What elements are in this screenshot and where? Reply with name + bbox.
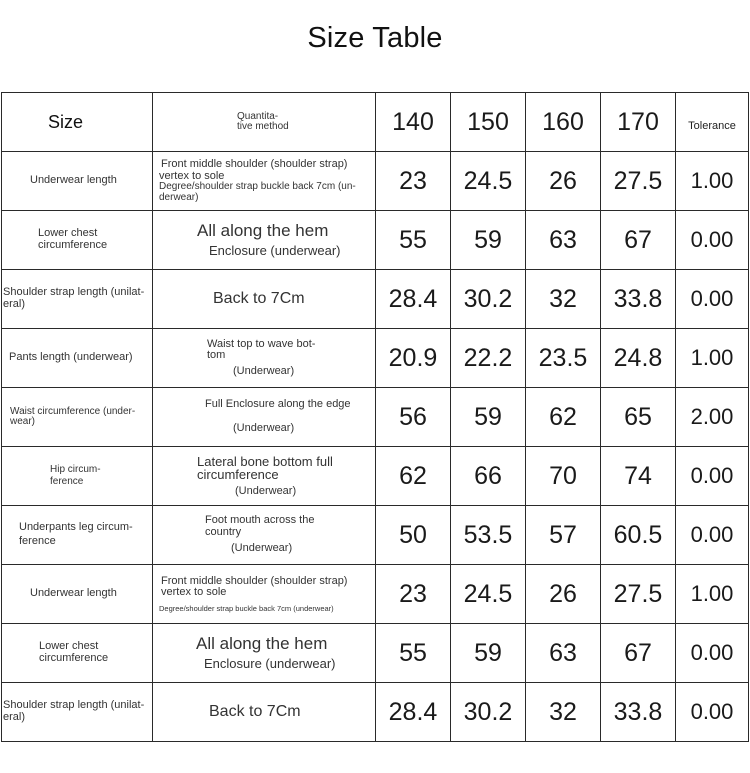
header-size-label: Size — [48, 111, 84, 132]
row-name-cell — [2, 565, 153, 624]
row-name-line: Shoulder strap length (unilat- — [3, 699, 145, 712]
table-header-row — [2, 93, 749, 152]
value-150: 24.5 — [451, 565, 526, 624]
value-170: 60.5 — [601, 506, 676, 565]
row-method-line: derwear) — [159, 191, 199, 203]
value-140: 20.9 — [376, 329, 451, 388]
row-method-line: (Underwear) — [235, 484, 297, 497]
row-name — [2, 700, 152, 723]
value-170: 27.5 — [601, 152, 676, 211]
value-150: 53.5 — [451, 506, 526, 565]
table-row — [2, 447, 749, 506]
row-name-line: Underpants leg circum- — [19, 521, 133, 534]
row-name-cell — [2, 506, 153, 565]
row-name-line: wear) — [10, 416, 36, 427]
row-name-line: Underwear length — [30, 587, 117, 600]
table-row — [2, 388, 749, 447]
table-row — [2, 270, 749, 329]
header-tolerance-label: Tolerance — [688, 120, 736, 132]
row-method-line: tom — [207, 349, 226, 362]
row-name — [2, 175, 152, 187]
tolerance-value: 0.00 — [676, 447, 749, 506]
table-row — [2, 152, 749, 211]
row-method — [153, 455, 375, 498]
value-150: 66 — [451, 447, 526, 506]
row-name-line: Underwear length — [30, 174, 117, 187]
row-method-line: Front middle shoulder (shoulder strap) — [161, 574, 348, 587]
row-method-line: All along the hem — [196, 634, 328, 654]
tolerance-value: 2.00 — [676, 388, 749, 447]
row-name-cell — [2, 683, 153, 742]
header-method-label — [153, 112, 375, 133]
row-name-line: Pants length (underwear) — [9, 351, 133, 364]
tolerance-value: 1.00 — [676, 565, 749, 624]
value-150: 30.2 — [451, 270, 526, 329]
row-name-line: circumference — [38, 239, 108, 251]
row-name — [2, 641, 152, 664]
table-row — [2, 211, 749, 270]
value-150: 24.5 — [451, 152, 526, 211]
header-method-line-1: Quantita- — [237, 110, 279, 122]
table-row — [2, 565, 749, 624]
row-name-cell — [2, 447, 153, 506]
value-160: 70 — [526, 447, 601, 506]
header-method-cell — [153, 93, 376, 152]
value-150: 30.2 — [451, 683, 526, 742]
tolerance-value: 1.00 — [676, 329, 749, 388]
value-140: 56 — [376, 388, 451, 447]
row-method-line: Degree/shoulder strap buckle back 7cm (un- — [159, 181, 356, 193]
row-name — [2, 465, 152, 488]
row-method — [153, 576, 375, 613]
row-method-cell — [153, 447, 376, 506]
value-150: 22.2 — [451, 329, 526, 388]
header-tolerance-cell — [676, 93, 749, 152]
value-160: 23.5 — [526, 329, 601, 388]
row-name — [2, 407, 152, 428]
header-method-line-2: tive method — [237, 121, 289, 132]
value-140: 50 — [376, 506, 451, 565]
row-method-cell — [153, 565, 376, 624]
value-170: 24.8 — [601, 329, 676, 388]
row-method-line: Waist top to wave bot- — [207, 337, 316, 350]
row-name-line: Lower chest — [38, 227, 98, 240]
header-size-150: 150 — [451, 93, 526, 152]
value-170: 65 — [601, 388, 676, 447]
row-method-line: country — [205, 525, 242, 538]
row-method-cell — [153, 624, 376, 683]
value-170: 27.5 — [601, 565, 676, 624]
value-160: 63 — [526, 624, 601, 683]
row-name-cell — [2, 270, 153, 329]
row-method-cell — [153, 270, 376, 329]
row-method — [153, 515, 375, 555]
tolerance-value: 0.00 — [676, 506, 749, 565]
row-name-line: Hip circum- — [50, 463, 101, 475]
table-row — [2, 624, 749, 683]
tolerance-value: 0.00 — [676, 270, 749, 329]
value-170: 33.8 — [601, 270, 676, 329]
row-name-line: Waist circumference (under- — [10, 405, 136, 417]
row-method-line: Back to 7Cm — [209, 702, 301, 720]
row-method — [153, 222, 375, 257]
row-name-cell — [2, 388, 153, 447]
row-method-line: Degree/shoulder strap buckle back 7cm (underwear) — [159, 603, 334, 613]
tolerance-value: 0.00 — [676, 211, 749, 270]
row-method — [153, 635, 375, 670]
value-150: 59 — [451, 388, 526, 447]
row-method-line: circumference — [197, 467, 279, 483]
value-140: 28.4 — [376, 683, 451, 742]
row-name-line: eral) — [3, 298, 26, 310]
size-table — [1, 92, 749, 742]
row-method-line: vertex to sole — [159, 169, 225, 182]
row-name — [2, 588, 152, 600]
row-method-line: Full Enclosure along the edge — [205, 398, 351, 411]
tolerance-value: 0.00 — [676, 624, 749, 683]
value-160: 26 — [526, 152, 601, 211]
row-method — [153, 339, 375, 378]
header-size-140: 140 — [376, 93, 451, 152]
row-method-cell — [153, 152, 376, 211]
row-method-line: Front middle shoulder (shoulder strap) — [161, 157, 348, 170]
row-name-line: Shoulder strap length (unilat- — [3, 286, 145, 299]
row-method — [153, 399, 375, 434]
table-row — [2, 683, 749, 742]
header-size-160: 160 — [526, 93, 601, 152]
row-name-line: circumference — [39, 652, 109, 664]
value-140: 28.4 — [376, 270, 451, 329]
value-170: 74 — [601, 447, 676, 506]
row-method-line: Enclosure (underwear) — [204, 656, 336, 672]
row-name — [2, 522, 152, 547]
row-method-cell — [153, 388, 376, 447]
row-method — [153, 704, 375, 721]
value-160: 26 — [526, 565, 601, 624]
row-name — [2, 287, 152, 310]
row-method-line: vertex to sole — [161, 586, 227, 599]
row-name-cell — [2, 211, 153, 270]
value-150: 59 — [451, 624, 526, 683]
value-170: 33.8 — [601, 683, 676, 742]
row-method-line: Back to 7Cm — [213, 289, 305, 307]
page-title: Size Table — [307, 22, 443, 54]
value-140: 55 — [376, 211, 451, 270]
row-method-cell — [153, 329, 376, 388]
value-160: 62 — [526, 388, 601, 447]
value-140: 62 — [376, 447, 451, 506]
value-160: 63 — [526, 211, 601, 270]
row-name-line: ference — [19, 535, 56, 547]
value-140: 23 — [376, 565, 451, 624]
row-method-line: (Underwear) — [233, 422, 295, 434]
row-method — [153, 159, 375, 203]
header-size-cell — [2, 93, 153, 152]
value-170: 67 — [601, 211, 676, 270]
row-name-line: ference — [50, 476, 84, 487]
row-method-line: (Underwear) — [231, 542, 293, 555]
row-name — [2, 228, 152, 251]
row-method-cell — [153, 683, 376, 742]
row-method-line: Enclosure (underwear) — [209, 243, 341, 259]
row-method-line: Foot mouth across the — [205, 514, 315, 527]
row-name-cell — [2, 329, 153, 388]
row-method-cell — [153, 211, 376, 270]
row-name-cell — [2, 152, 153, 211]
value-160: 57 — [526, 506, 601, 565]
value-140: 55 — [376, 624, 451, 683]
row-method-line: Lateral bone bottom full — [197, 453, 333, 469]
value-160: 32 — [526, 683, 601, 742]
tolerance-value: 1.00 — [676, 152, 749, 211]
row-name-cell — [2, 624, 153, 683]
value-160: 32 — [526, 270, 601, 329]
row-method-line: (Underwear) — [233, 364, 295, 377]
value-170: 67 — [601, 624, 676, 683]
row-method — [153, 291, 375, 308]
value-150: 59 — [451, 211, 526, 270]
header-size-170: 170 — [601, 93, 676, 152]
row-name-line: Lower chest — [39, 640, 99, 653]
row-method-line: All along the hem — [197, 221, 329, 241]
row-method-cell — [153, 506, 376, 565]
tolerance-value: 0.00 — [676, 683, 749, 742]
value-140: 23 — [376, 152, 451, 211]
row-name-line: eral) — [3, 711, 26, 723]
table-row — [2, 506, 749, 565]
row-name — [2, 352, 152, 364]
table-row — [2, 329, 749, 388]
